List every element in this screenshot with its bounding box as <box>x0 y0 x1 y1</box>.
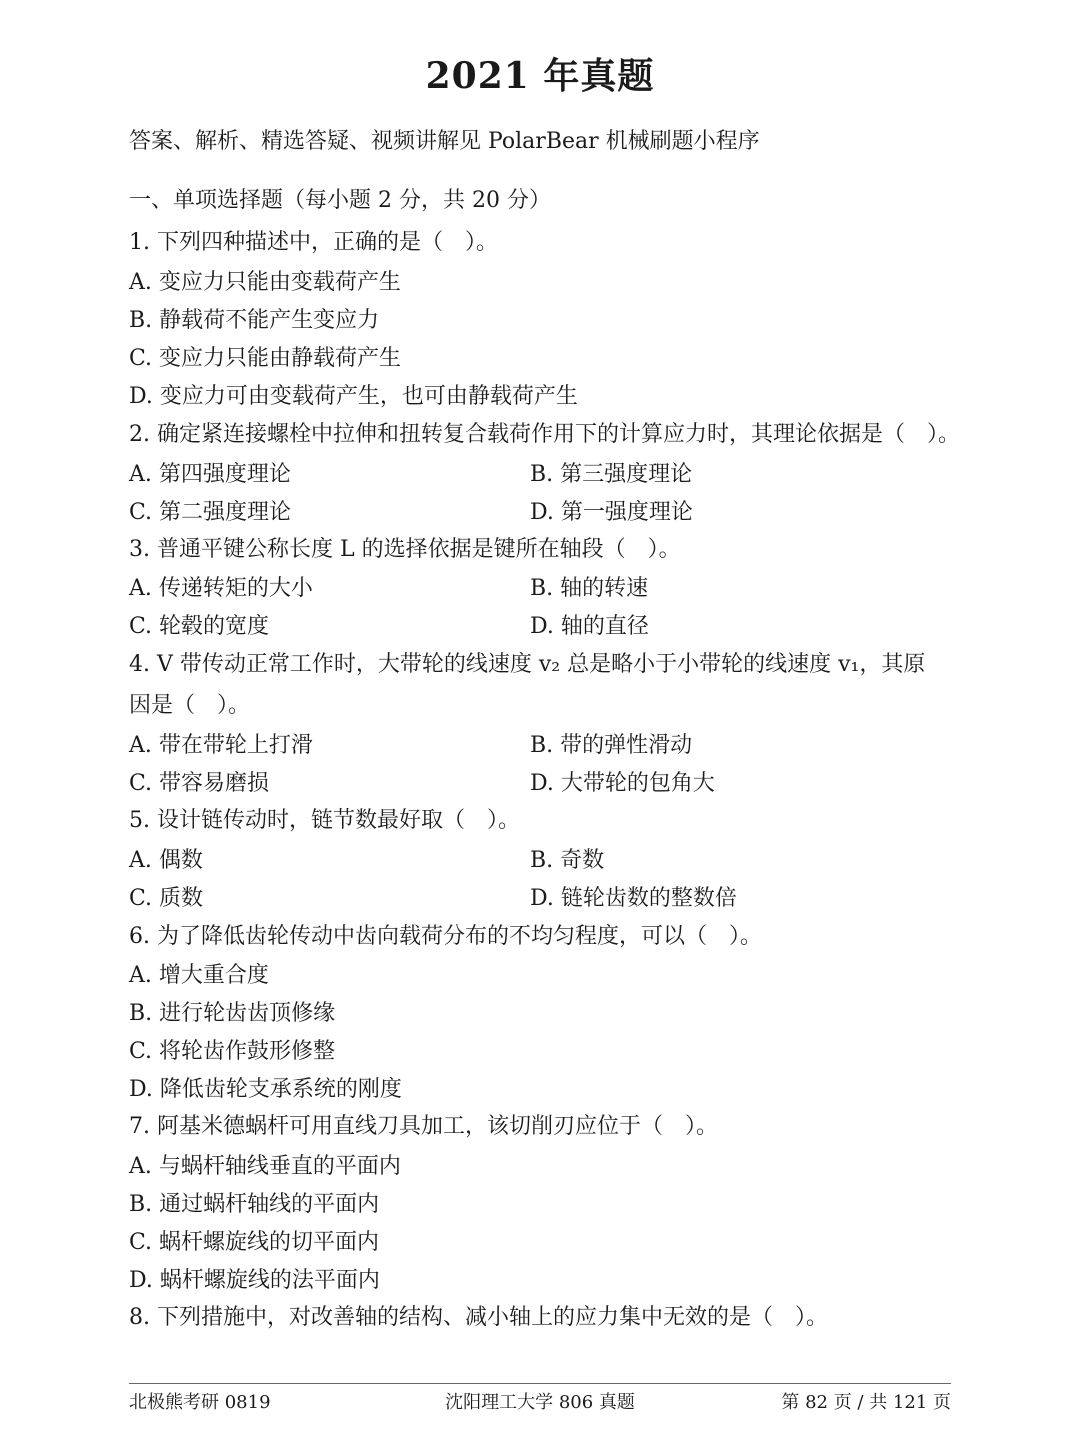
option: D. 轴的直径 <box>530 614 649 639</box>
option: B. 奇数 <box>530 848 605 873</box>
footer-divider <box>129 1383 951 1384</box>
option: C. 轮毂的宽度 <box>129 614 270 639</box>
option: B. 带的弹性滑动 <box>530 733 693 758</box>
question-stem: 1. 下列四种描述中，正确的是（ ）。 <box>129 230 498 255</box>
option: B. 轴的转速 <box>530 576 649 601</box>
option: C. 质数 <box>129 886 204 911</box>
footer-center: 沈阳理工大学 806 真题 <box>445 1392 635 1413</box>
option: A. 传递转矩的大小 <box>129 576 313 601</box>
option: B. 第三强度理论 <box>530 462 693 487</box>
option: A. 第四强度理论 <box>129 462 291 487</box>
question-stem: 2. 确定紧连接螺栓中拉伸和扭转复合载荷作用下的计算应力时，其理论依据是（ ）。 <box>129 422 960 447</box>
option: D. 第一强度理论 <box>530 500 693 525</box>
option: A. 增大重合度 <box>129 963 269 988</box>
option: D. 链轮齿数的整数倍 <box>530 886 737 911</box>
question-stem: 7. 阿基米德蜗杆可用直线刀具加工，该切削刃应位于（ ）。 <box>129 1114 718 1139</box>
option: C. 带容易磨损 <box>129 771 270 796</box>
subtitle: 答案、解析、精选答疑、视频讲解见 PolarBear 机械刷题小程序 <box>129 129 760 154</box>
option: C. 第二强度理论 <box>129 500 292 525</box>
option: B. 进行轮齿齿顶修缘 <box>129 1001 336 1026</box>
option: C. 变应力只能由静载荷产生 <box>129 346 402 371</box>
question-stem: 4. V 带传动正常工作时，大带轮的线速度 v₂ 总是略小于小带轮的线速度 v₁，其原 <box>129 652 926 677</box>
footer-left: 北极熊考研 0819 <box>129 1392 271 1413</box>
option: A. 变应力只能由变载荷产生 <box>129 270 401 295</box>
option: A. 偶数 <box>129 848 203 873</box>
question-stem-continued: 因是（ ）。 <box>129 693 251 718</box>
option: D. 变应力可由变载荷产生，也可由静载荷产生 <box>129 384 578 409</box>
option: B. 静载荷不能产生变应力 <box>129 308 380 333</box>
question-stem: 8. 下列措施中，对改善轴的结构、减小轴上的应力集中无效的是（ ）。 <box>129 1305 828 1330</box>
page-title: 2021 年真题 <box>425 55 655 97</box>
question-stem: 3. 普通平键公称长度 L 的选择依据是键所在轴段（ ）。 <box>129 537 681 562</box>
option: C. 蜗杆螺旋线的切平面内 <box>129 1230 380 1255</box>
option: D. 降低齿轮支承系统的刚度 <box>129 1077 402 1102</box>
option: D. 大带轮的包角大 <box>530 771 715 796</box>
option: B. 通过蜗杆轴线的平面内 <box>129 1192 380 1217</box>
option: A. 与蜗杆轴线垂直的平面内 <box>129 1154 401 1179</box>
question-stem: 6. 为了降低齿轮传动中齿向载荷分布的不均匀程度，可以（ ）。 <box>129 924 762 949</box>
footer-page-number: 第 82 页 / 共 121 页 <box>781 1392 951 1413</box>
option: C. 将轮齿作鼓形修整 <box>129 1039 336 1064</box>
question-stem: 5. 设计链传动时，链节数最好取（ ）。 <box>129 808 520 833</box>
option: A. 带在带轮上打滑 <box>129 733 313 758</box>
section-heading: 一、单项选择题（每小题 2 分，共 20 分） <box>129 188 551 213</box>
option: D. 蜗杆螺旋线的法平面内 <box>129 1268 380 1293</box>
